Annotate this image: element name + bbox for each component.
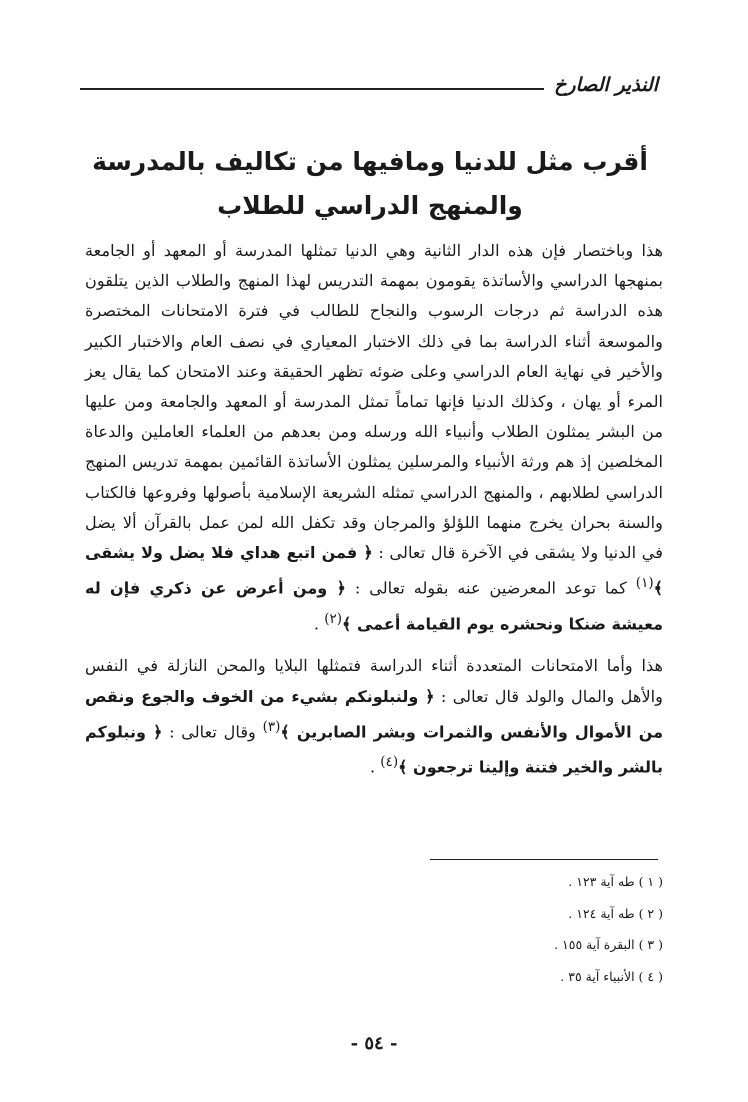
section-heading-line-2: والمنهج الدراسي للطلاب	[217, 191, 523, 220]
quran-quote-4: ﴿ ونبلوكم بالشر والخير فتنة وإلينا ترجعون ﴾	[85, 722, 663, 777]
footnote-ref-3: (٣)	[262, 718, 281, 735]
page-number: - ٥٤ -	[350, 1033, 398, 1054]
section-heading-line-1: أقرب مثل للدنيا ومافيها من تكاليف بالمدرسة	[92, 147, 648, 176]
paragraph-2-text-a: هذا وأما الامتحانات المتعددة أثناء الدراسة فتمثلها البلايا والمحن النازلة في النفس والأهل والمال والولد قال تعالى :	[85, 656, 663, 706]
paragraph-2-text-b: وقال تعالى :	[169, 722, 263, 742]
footnote-ref-1: (١)	[635, 575, 654, 592]
paragraph-1-text-b: كما توعد المعرضين عنه بقوله تعالى :	[354, 578, 636, 598]
body-text	[85, 236, 663, 783]
footnote-separator	[430, 859, 658, 860]
running-header	[80, 70, 658, 100]
footnote-3: ( ٣ ) البقرة آية ١٥٥ .	[554, 937, 663, 952]
paragraph-2-text-c: .	[369, 757, 381, 777]
running-header-title: النذير الصارخ	[554, 74, 658, 96]
footnote-ref-2: (٢)	[324, 610, 343, 627]
quran-quote-2: ﴿ ومن أعرض عن ذكري فإن له معيشة ضنكا ونحشره يوم القيامة أعمى ﴾	[85, 578, 663, 634]
paragraph-1-text-c: .	[313, 614, 325, 634]
footnote-ref-4: (٤)	[380, 754, 399, 771]
footnote-4: ( ٤ ) الأنبياء آية ٣٥ .	[560, 968, 663, 984]
section-heading	[70, 140, 670, 228]
paragraph-1	[85, 236, 663, 639]
quran-quote-3: ﴿ ولنبلونكم بشيء من الخوف والجوع ونقص من الأموال والأنفس والثمرات وبشر الصابرين ﴾	[85, 686, 664, 742]
running-header-rule	[80, 88, 544, 90]
footnote-1: ( ١ ) طه آية ١٢٣ .	[568, 874, 663, 889]
paragraph-2	[85, 651, 663, 783]
paragraph-1-text-a: هذا وباختصار فإن هذه الدار الثانية وهي الدنيا تمثلها المدرسة أو المعهد أو الجامعة بمنهجها الدراسي والأساتذة يقومون بمهمة التدريس لهذا المنهج والطلاب الذين يتلقون هذه الدراسة ثم درجات الرسوب والنجاح للطالب في فترة الامتحانات المختصرة والموسعة أثناء الدراسة بما في ذلك الاختبار المعياري في نصف العام والاختبار الكبير والأخير في نهاية العام الدراسي وعلى ضوئه تظهر الحقيقة وعند الامتحان كما يقال يعز المرء أو يهان ، وكذلك الدنيا فإنها تماماً تمثل المدرسة أو المعهد والجامعة ومن عليها من البشر يمثلون الطلاب وأنبياء الله ورسله ومن بعدهم من العلماء العاملين والدعاة المخلصين إذ هم ورثة الأنبياء والمرسلين يمثلون الأساتذة القائمين بمهمة تدريس المنهج الدراسي لطلابهم ، والمنهج الدراسي تمثله الشريعة الإسلامية بأصولها وفروعها فالكتاب والسنة بحران يخرج منهما اللؤلؤ والمرجان وقد تكفل الله لمن عمل بالقرآن ألا يضل في الدنيا ولا يشقى في الآخرة قال تعالى :	[85, 241, 663, 563]
footnote-2: ( ٢ ) طه آية ١٢٤ .	[568, 905, 663, 921]
quran-quote-1: ﴿ فمن اتبع هداي فلا يضل ولا يشقى ﴾	[85, 543, 663, 598]
footnotes	[85, 866, 663, 992]
